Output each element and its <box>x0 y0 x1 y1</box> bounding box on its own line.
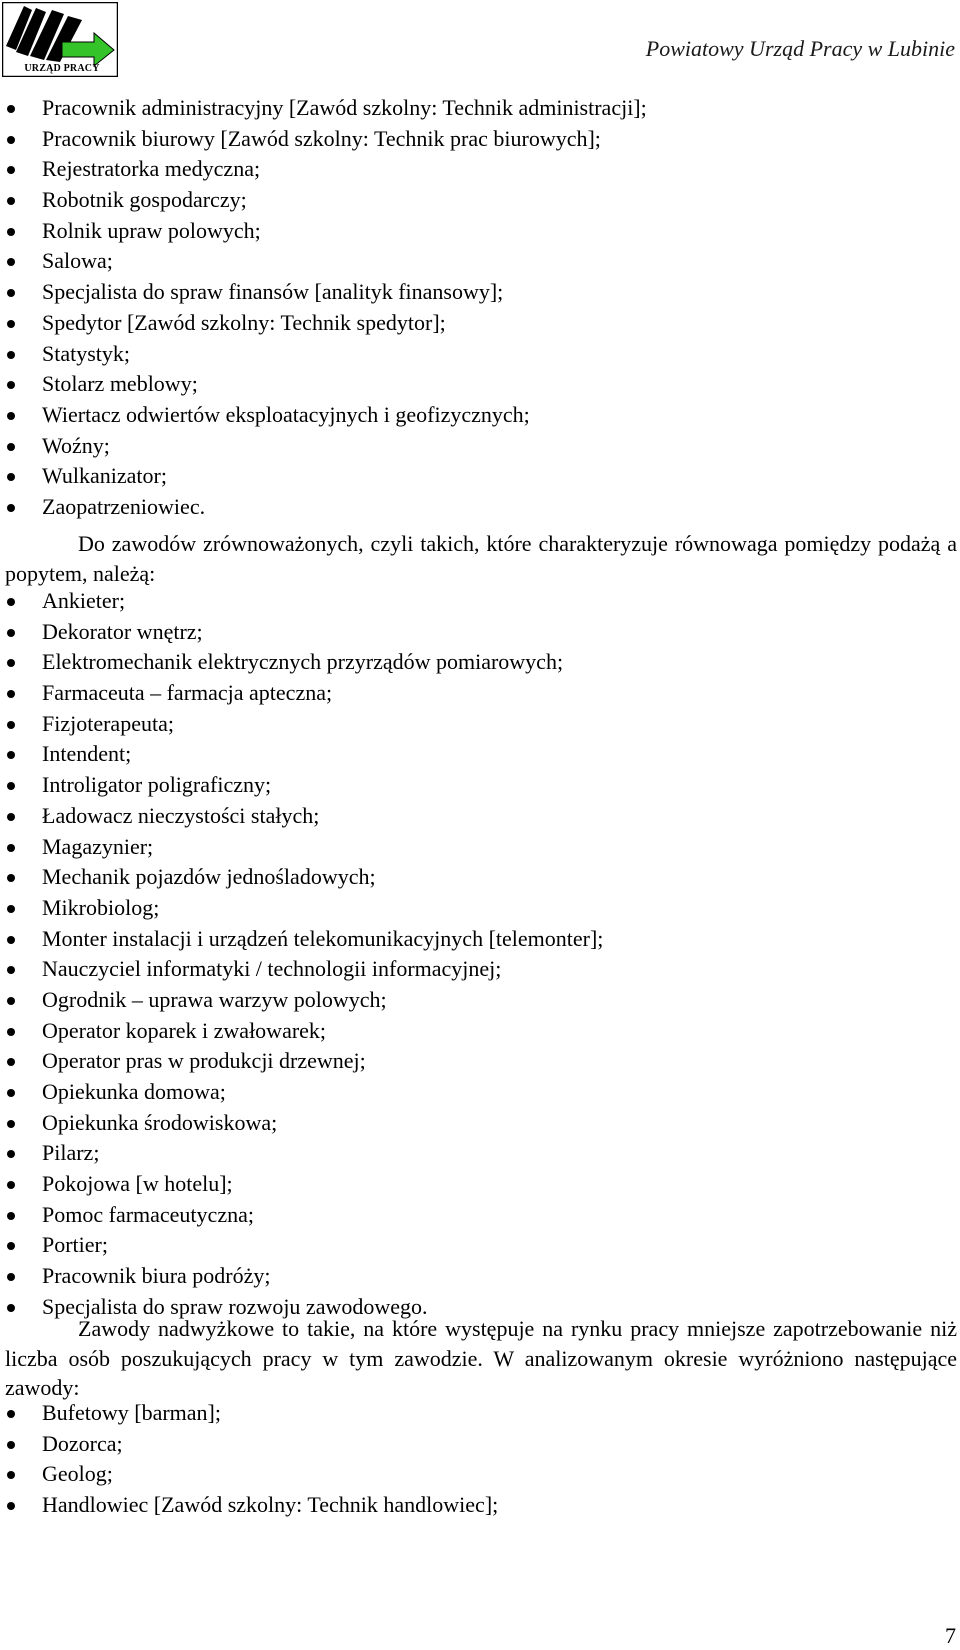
list-item: Opiekunka środowiskowa; <box>0 1108 960 1139</box>
list-item: Nauczyciel informatyki / technologii informacyjnej; <box>0 954 960 985</box>
list-item: Dekorator wnętrz; <box>0 617 960 648</box>
paragraph-surplus-occupations: Zawody nadwyżkowe to takie, na które występuje na rynku pracy mniejsze zapotrzebowanie niż liczba osób poszukujących pracy w tym zawodzie. W analizowanym okresie wyróżniono następujące zawody: <box>5 1316 957 1400</box>
list-item: Robotnik gospodarczy; <box>0 185 960 216</box>
list-item: Rejestratorka medyczna; <box>0 154 960 185</box>
logo-text: URZĄD PRACY <box>24 63 100 74</box>
list-item: Statystyk; <box>0 339 960 370</box>
urzad-pracy-logo <box>2 2 118 77</box>
list-item: Intendent; <box>0 739 960 770</box>
list-item: Ogrodnik – uprawa warzyw polowych; <box>0 985 960 1016</box>
list-item: Monter instalacji i urządzeń telekomunikacyjnych [telemonter]; <box>0 924 960 955</box>
list-item: Spedytor [Zawód szkolny: Technik spedytor]; <box>0 308 960 339</box>
list-item: Wiertacz odwiertów eksploatacyjnych i geofizycznych; <box>0 400 960 431</box>
list-item: Pokojowa [w hotelu]; <box>0 1169 960 1200</box>
list-item: Farmaceuta – farmacja apteczna; <box>0 678 960 709</box>
list-item: Mechanik pojazdów jednośladowych; <box>0 862 960 893</box>
list-item: Dozorca; <box>0 1429 960 1460</box>
list-item: Operator koparek i zwałowarek; <box>0 1016 960 1047</box>
header-title: Powiatowy Urząd Pracy w Lubinie <box>645 36 955 61</box>
list-item: Zaopatrzeniowiec. <box>0 492 960 523</box>
list-item: Pracownik biurowy [Zawód szkolny: Technik prac biurowych]; <box>0 124 960 155</box>
list-item: Ankieter; <box>0 586 960 617</box>
list-item: Pracownik administracyjny [Zawód szkolny: Technik administracji]; <box>0 93 960 124</box>
list-item: Geolog; <box>0 1459 960 1490</box>
list-item: Stolarz meblowy; <box>0 369 960 400</box>
occupations-list-2 <box>0 586 960 1323</box>
list-item: Rolnik upraw polowych; <box>0 216 960 247</box>
list-item: Wulkanizator; <box>0 461 960 492</box>
list-item: Ładowacz nieczystości stałych; <box>0 801 960 832</box>
list-item: Specjalista do spraw rozwoju zawodowego. <box>0 1292 960 1323</box>
occupations-list-3 <box>0 1398 960 1521</box>
list-item: Handlowiec [Zawód szkolny: Technik handlowiec]; <box>0 1490 960 1521</box>
list-item: Opiekunka domowa; <box>0 1077 960 1108</box>
list-item: Pracownik biura podróży; <box>0 1261 960 1292</box>
list-item: Salowa; <box>0 246 960 277</box>
list-item: Portier; <box>0 1230 960 1261</box>
list-item: Mikrobiolog; <box>0 893 960 924</box>
occupations-list-1 <box>0 93 960 523</box>
page-number: 7 <box>945 1623 956 1648</box>
list-item: Magazynier; <box>0 832 960 863</box>
list-item: Bufetowy [barman]; <box>0 1398 960 1429</box>
paragraph-balanced-occupations: Do zawodów zrównoważonych, czyli takich, które charakteryzuje równowaga pomiędzy podażą a popytem, należą: <box>5 531 957 586</box>
list-item: Pilarz; <box>0 1138 960 1169</box>
list-item: Operator pras w produkcji drzewnej; <box>0 1046 960 1077</box>
list-item: Introligator poligraficzny; <box>0 770 960 801</box>
list-item: Elektromechanik elektrycznych przyrządów pomiarowych; <box>0 647 960 678</box>
list-item: Specjalista do spraw finansów [analityk finansowy]; <box>0 277 960 308</box>
list-item: Woźny; <box>0 431 960 462</box>
list-item: Fizjoterapeuta; <box>0 709 960 740</box>
page-header <box>0 0 960 80</box>
list-item: Pomoc farmaceutyczna; <box>0 1200 960 1231</box>
